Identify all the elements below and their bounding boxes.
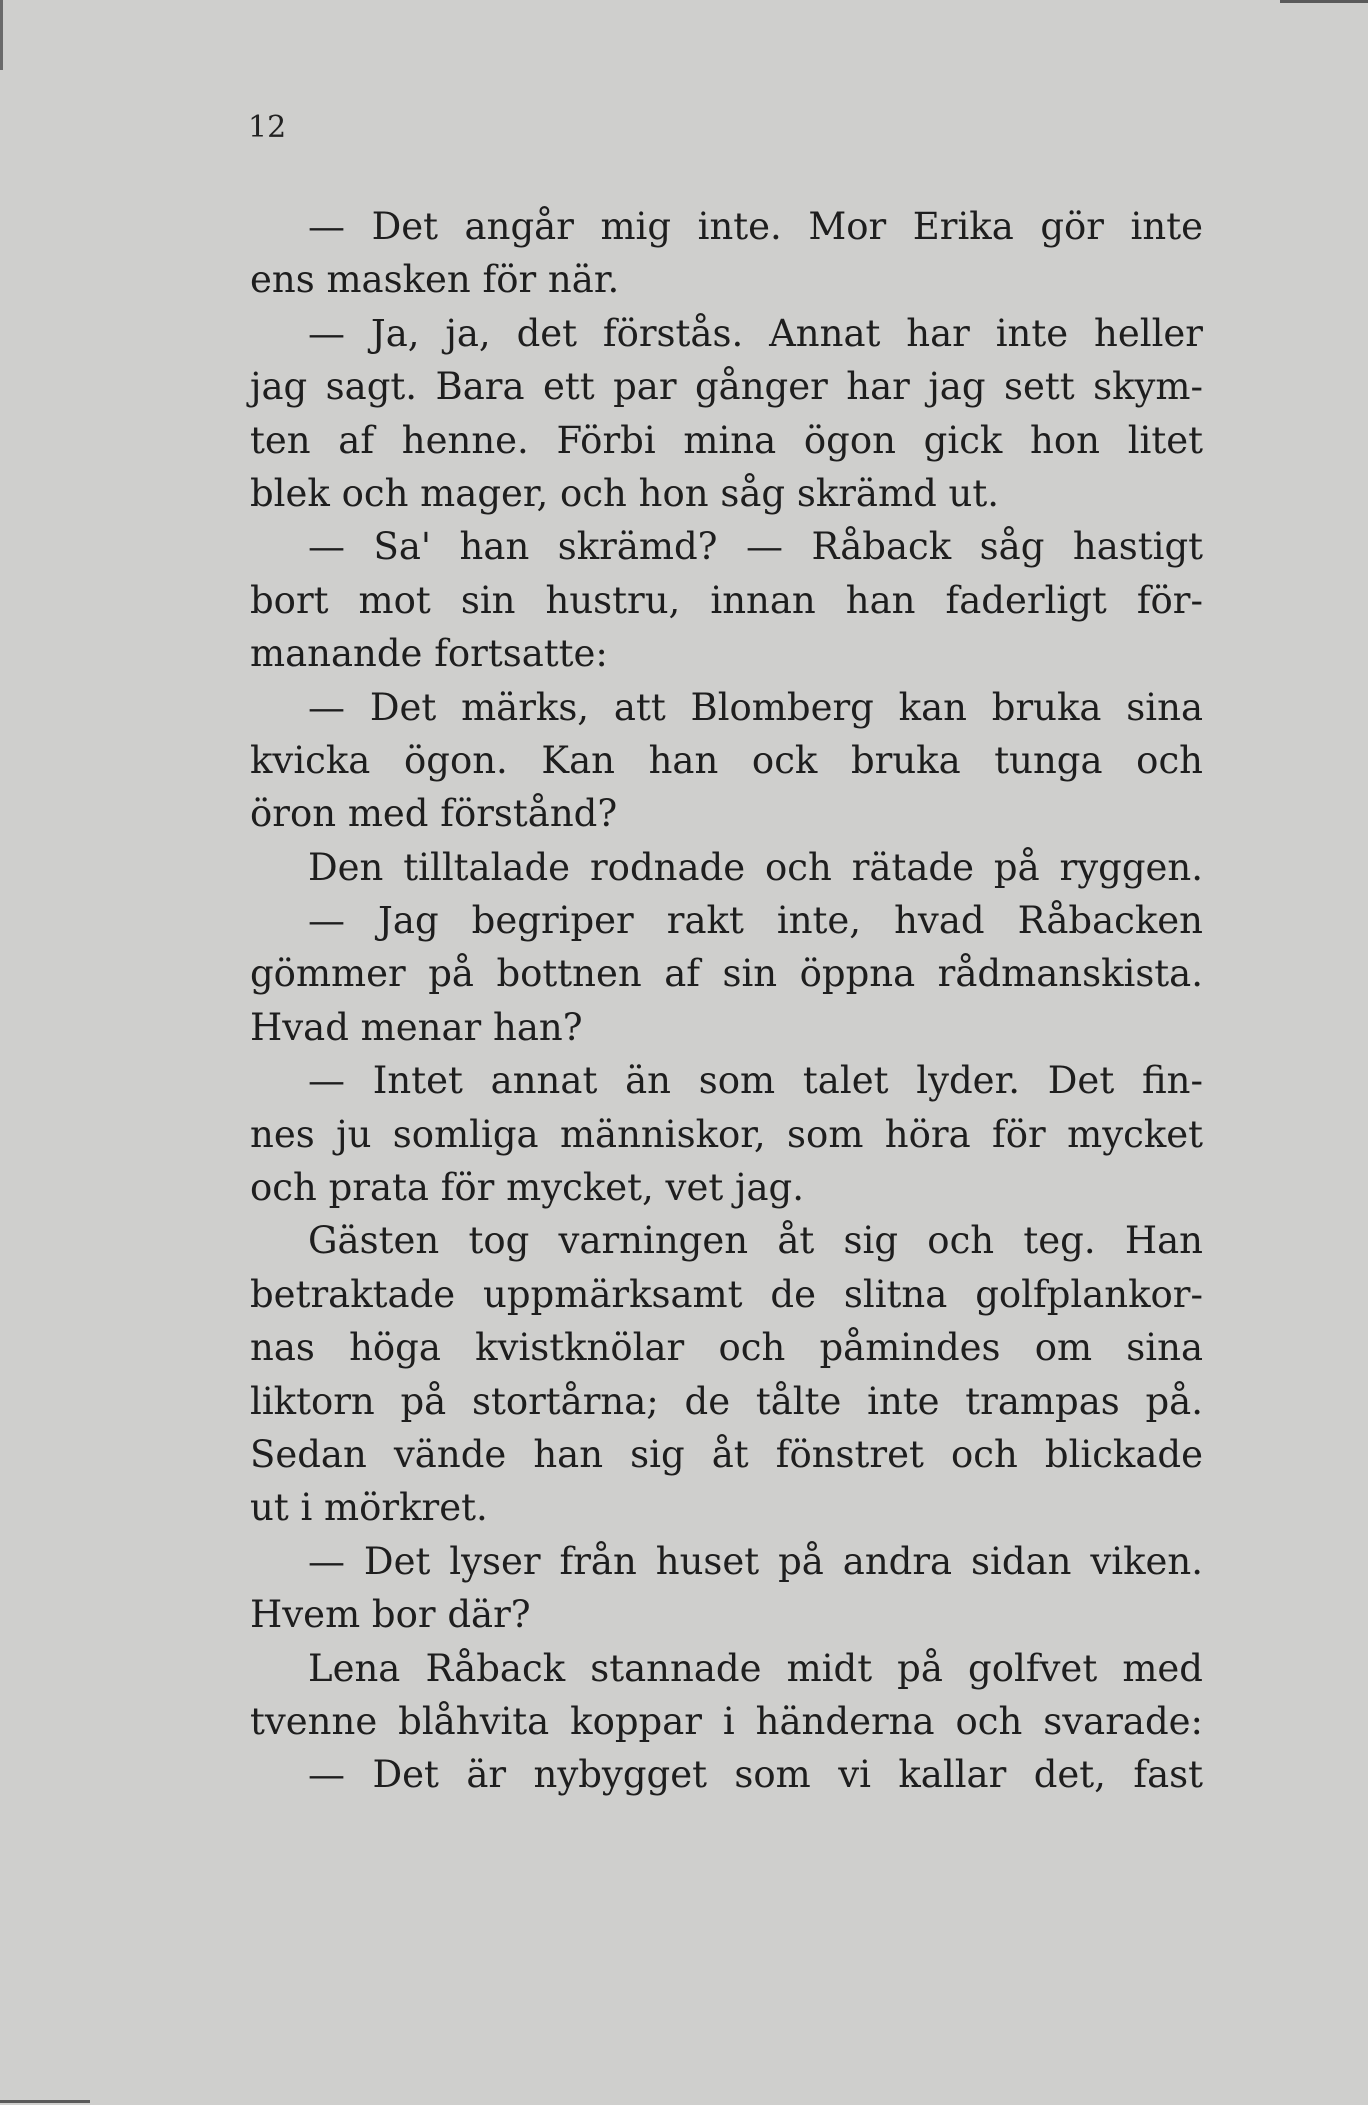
text-line: ut i mörkret. [250, 1486, 488, 1530]
text-line: och prata för mycket, vet jag. [250, 1166, 804, 1210]
text-line: Hvad menar han? [250, 1005, 583, 1049]
text-line: — Ja, ja, det förstås. Annat har inte heller [308, 311, 1203, 355]
text-line: jag sagt. Bara ett par gånger har jag sett skym- [250, 365, 1203, 409]
text-line: Lena Råback stannade midt på golfvet med [308, 1646, 1203, 1690]
text-line: betraktade uppmärksamt de slitna golfplankor- [250, 1272, 1203, 1316]
text-line: manande fortsatte: [250, 632, 608, 676]
text-line: blek och mager, och hon såg skrämd ut. [250, 471, 999, 515]
text-line: Gästen tog varningen åt sig och teg. Han [308, 1219, 1203, 1263]
text-line: — Jag begriper rakt inte, hvad Råbacken [308, 899, 1203, 943]
text-line: nes ju somliga människor, som höra för mycket [250, 1112, 1203, 1156]
text-line: — Det märks, att Blomberg kan bruka sina [308, 685, 1203, 729]
text-line: — Det angår mig inte. Mor Erika gör inte [308, 205, 1203, 248]
text-line: gömmer på bottnen af sin öppna rådmanskista. [250, 952, 1203, 996]
text-line: Den tilltalade rodnade och rätade på ryggen. [308, 845, 1203, 889]
text-line: — Det lyser från huset på andra sidan viken. [308, 1539, 1203, 1583]
text-line: ten af henne. Förbi mina ögon gick hon litet [250, 418, 1203, 462]
text-line: tvenne blåhvita koppar i händerna och svarade: [250, 1699, 1203, 1743]
text-line: — Sa' han skrämd? — Råback såg hastigt [308, 525, 1203, 569]
text-line: kvicka ögon. Kan han ock bruka tunga och [250, 738, 1203, 782]
text-line: ens masken för när. [250, 258, 620, 302]
text-line: Sedan vände han sig åt fönstret och blickade [250, 1432, 1203, 1476]
scan-edge-left [0, 0, 3, 70]
text-line: bort mot sin hustru, innan han faderligt för- [250, 578, 1203, 622]
body-text [250, 200, 1203, 1802]
scan-edge-top [1280, 0, 1368, 3]
text-line: öron med förstånd? [250, 792, 618, 836]
text-line: liktorn på stortårna; de tålte inte trampas på. [250, 1379, 1203, 1423]
text-line: — Intet annat än som talet lyder. Det fin- [308, 1059, 1203, 1103]
text-line: Hvem bor där? [250, 1593, 531, 1637]
page-number: 12 [248, 110, 287, 145]
text-line: nas höga kvistknölar och påmindes om sina [250, 1326, 1203, 1370]
scan-edge-bottom [0, 2100, 90, 2103]
text-line: — Det är nybygget som vi kallar det, fast [308, 1753, 1203, 1797]
